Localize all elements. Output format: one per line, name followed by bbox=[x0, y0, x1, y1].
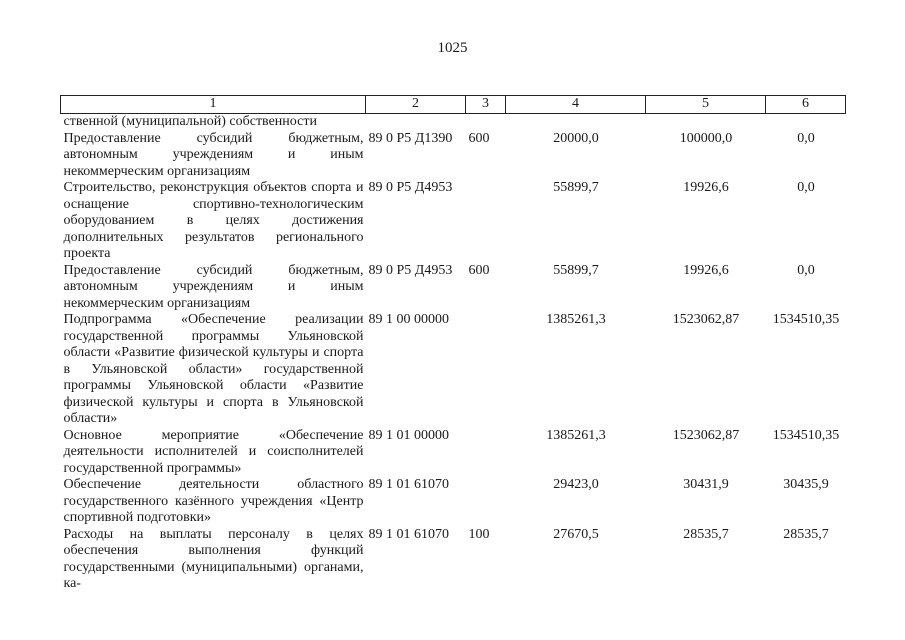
row-expense-type bbox=[466, 477, 506, 527]
row-code: 89 1 01 61070 bbox=[368, 526, 449, 542]
page-number: 1025 bbox=[437, 40, 468, 56]
row-name: Расходы на выплаты персоналу в целях обеспечения выполнения функций государственными (муниципальными) органами, ка- bbox=[63, 526, 364, 591]
table-row bbox=[61, 428, 846, 478]
row-value-col6: 1534510,35 bbox=[772, 312, 840, 327]
table-row bbox=[61, 312, 846, 428]
row-value-col6 bbox=[766, 114, 846, 131]
row-name: ственной (муниципальной) собственности bbox=[63, 114, 317, 129]
column-header-2: 2 bbox=[366, 96, 466, 114]
row-code bbox=[366, 114, 466, 131]
row-value-col4: 27670,5 bbox=[553, 526, 599, 542]
row-value-col5: 19926,6 bbox=[683, 180, 729, 195]
row-value-col5: 30431,9 bbox=[683, 477, 729, 492]
row-value-col5 bbox=[646, 114, 766, 131]
row-expense-type bbox=[466, 428, 506, 478]
row-value-col6: 0,0 bbox=[797, 130, 815, 146]
row-value-col5: 1523062,87 bbox=[672, 427, 740, 443]
column-header-3: 3 bbox=[466, 96, 506, 114]
row-expense-type: 100 bbox=[468, 526, 490, 542]
row-value-col6: 0,0 bbox=[797, 180, 815, 195]
row-value-col4: 20000,0 bbox=[553, 130, 599, 146]
row-value-col4: 55899,7 bbox=[553, 262, 599, 278]
row-name: Обеспечение деятельности областного государственного казённого учреждения «Центр спортивной подготовки» bbox=[63, 477, 364, 525]
column-header-6: 6 bbox=[766, 96, 846, 114]
row-expense-type bbox=[466, 114, 506, 131]
table-row bbox=[61, 527, 846, 593]
table-row bbox=[61, 131, 846, 181]
row-name: Основное мероприятие «Обеспечение деятельности исполнителей и соисполнителей государственной программы» bbox=[63, 427, 364, 476]
row-value-col4: 29423,0 bbox=[553, 477, 599, 492]
column-header-4: 4 bbox=[506, 96, 646, 114]
table-row bbox=[61, 114, 846, 131]
row-code: 89 0 P5 Д4953 bbox=[368, 262, 453, 278]
table-body bbox=[61, 114, 846, 593]
row-expense-type: 600 bbox=[468, 262, 490, 278]
row-value-col6: 30435,9 bbox=[783, 477, 829, 492]
row-code: 89 1 01 61070 bbox=[368, 477, 449, 492]
row-value-col5: 28535,7 bbox=[683, 526, 729, 542]
row-code: 89 1 00 00000 bbox=[368, 312, 449, 327]
row-code: 89 1 01 00000 bbox=[368, 427, 449, 443]
row-expense-type: 600 bbox=[468, 130, 490, 146]
row-name: Предоставление субсидий бюджетным, автономным учреждениям и иным некоммерческим организациям bbox=[63, 130, 364, 179]
table-row bbox=[61, 180, 846, 263]
row-value-col4: 1385261,3 bbox=[546, 312, 606, 327]
row-value-col4: 55899,7 bbox=[553, 180, 599, 195]
row-value-col6: 0,0 bbox=[797, 262, 815, 278]
row-expense-type bbox=[466, 180, 506, 263]
row-value-col5: 19926,6 bbox=[683, 262, 729, 278]
row-name: Предоставление субсидий бюджетным, автономным учреждениям и иным некоммерческим организациям bbox=[63, 262, 364, 311]
table-row bbox=[61, 263, 846, 313]
table-row bbox=[61, 477, 846, 527]
column-header-5: 5 bbox=[646, 96, 766, 114]
row-value-col4 bbox=[506, 114, 646, 131]
row-value-col6: 28535,7 bbox=[783, 526, 829, 542]
row-code: 89 0 P5 Д1390 bbox=[368, 130, 453, 146]
column-header-1: 1 bbox=[61, 96, 366, 114]
table-header bbox=[61, 96, 846, 114]
row-value-col5: 1523062,87 bbox=[672, 312, 740, 327]
row-name: Строительство, реконструкция объектов спорта и оснащение спортивно-технологическим оборудованием в целях достижения дополнительных результатов регионального проекта bbox=[63, 180, 364, 261]
row-value-col5: 100000,0 bbox=[679, 130, 733, 146]
row-name: Подпрограмма «Обеспечение реализации государственной программы Ульяновской области «Развитие физической культуры и спорта в Ульяновской области» государственной программы Ульяновской области «Развитие физической культуры и спорта в Ульяновской области» bbox=[63, 312, 364, 426]
header-row bbox=[61, 96, 846, 114]
row-expense-type bbox=[466, 312, 506, 428]
budget-table bbox=[60, 95, 846, 593]
row-value-col6: 1534510,35 bbox=[772, 427, 840, 443]
row-code: 89 0 P5 Д4953 bbox=[368, 180, 453, 195]
row-value-col4: 1385261,3 bbox=[546, 427, 606, 443]
